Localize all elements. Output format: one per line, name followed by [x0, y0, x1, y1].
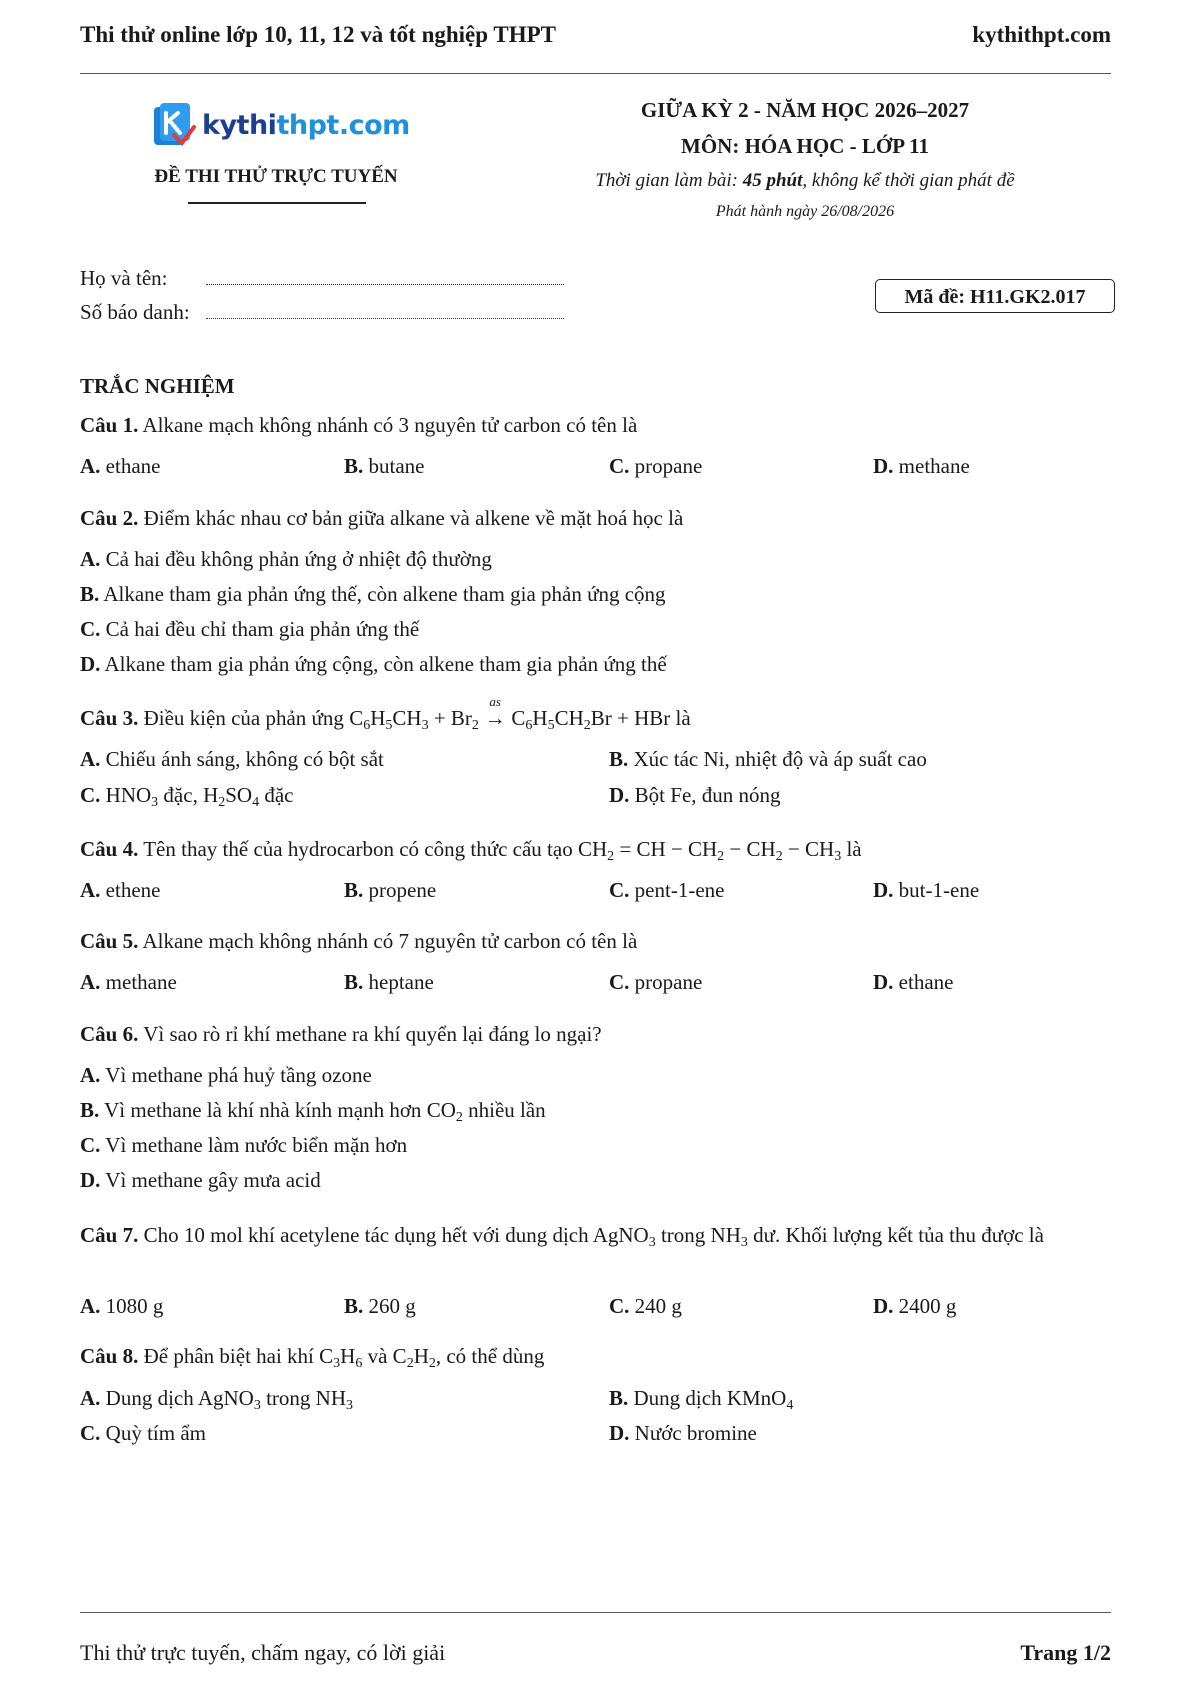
header-site-link[interactable]: kythithpt.com: [972, 22, 1111, 47]
q2-option-c[interactable]: C. Cả hai đều chỉ tham gia phản ứng thế: [80, 617, 420, 641]
q4-option-d[interactable]: D. but-1-ene: [873, 878, 980, 902]
q4-option-a[interactable]: A. ethene: [80, 878, 161, 902]
exam-code-box: Mã đề: H11.GK2.017: [875, 279, 1115, 313]
q1-option-c[interactable]: C. propane: [609, 454, 703, 478]
name-field: [80, 266, 564, 291]
q6-option-c[interactable]: C. Vì methane làm nước biển mặn hơn: [80, 1133, 408, 1157]
q3-option-a[interactable]: A. Chiếu ánh sáng, không có bột sắt: [80, 747, 384, 771]
q3-option-d[interactable]: D. Bột Fe, đun nóng: [609, 783, 781, 807]
q7-option-a[interactable]: A. 1080 g: [80, 1294, 164, 1318]
student-id-label: Số báo danh:: [80, 300, 190, 324]
q7-option-d[interactable]: D. 2400 g: [873, 1294, 957, 1318]
footer-tagline: Thi thử trực tuyến, chấm ngay, có lời giải: [80, 1640, 446, 1665]
student-id-field: [80, 300, 564, 325]
q8-option-c[interactable]: C. Quỳ tím ẩm: [80, 1421, 206, 1445]
name-label: Họ và tên:: [80, 266, 168, 290]
q3-option-c[interactable]: C. $HNO_3$ đặc, $H_2SO_4$ đặc: [80, 783, 294, 810]
student-id-input-line[interactable]: [206, 304, 564, 319]
q1-option-d[interactable]: D. methane: [873, 454, 970, 478]
q1-option-a[interactable]: A. ethane: [80, 454, 161, 478]
q1-option-b[interactable]: B. butane: [344, 454, 425, 478]
question-3: Câu 3. Điều kiện của phản ứng $C_6H_5CH_3 + Br_2$ as → $C_6H_5CH_2Br$ + HBr là: [80, 694, 691, 733]
q6-option-a[interactable]: A. Vì methane phá huỷ tầng ozone: [80, 1063, 372, 1087]
q5-option-c[interactable]: C. propane: [609, 970, 703, 994]
q3-option-b[interactable]: B. Xúc tác Ni, nhiệt độ và áp suất cao: [609, 747, 927, 771]
q2-option-a[interactable]: A. Cả hai đều không phản ứng ở nhiệt độ thường: [80, 547, 492, 571]
q5-option-d[interactable]: D. ethane: [873, 970, 954, 994]
q6-option-d[interactable]: D. Vì methane gây mưa acid: [80, 1168, 321, 1192]
section-title: TRẮC NGHIỆM: [80, 374, 235, 398]
page-number: Trang 1/2: [1020, 1640, 1111, 1665]
q8-option-a[interactable]: A. Dung dịch AgNO$_3$ trong $NH_3$: [80, 1386, 354, 1413]
structural-formula: $CH_2$ = CH − $CH_2 - CH_2 - CH_3$: [577, 837, 842, 864]
q4-option-c[interactable]: C. pent-1-ene: [609, 878, 725, 902]
subject-title: MÔN: HÓA HỌC - LỚP 11: [681, 134, 929, 158]
header-left-text: Thi thử online lớp 10, 11, 12 và tốt nghiệp THPT: [80, 22, 556, 47]
logo-wordmark: kythithpt.com: [202, 109, 410, 141]
question-4: Câu 4. Tên thay thế của hydrocarbon có công thức cấu tạo $CH_2$ = CH − $CH_2 - CH_2 - CH_3$ là: [80, 837, 862, 864]
q7-option-b[interactable]: B. 260 g: [344, 1294, 416, 1318]
question-2: Câu 2. Điểm khác nhau cơ bản giữa alkane và alkene về mặt hoá học là: [80, 506, 684, 530]
question-6: Câu 6. Vì sao rò rỉ khí methane ra khí quyển lại đáng lo ngại?: [80, 1022, 602, 1046]
reaction-equation: $C_6H_5CH_3 + Br_2$ as → $C_6H_5CH_2Br$ + HBr: [349, 694, 671, 733]
name-input-line[interactable]: [206, 270, 564, 285]
question-1: Câu 1. Alkane mạch không nhánh có 3 nguyên tử carbon có tên là: [80, 413, 638, 437]
page-header: [80, 22, 1111, 48]
logo-icon: [152, 101, 196, 149]
q5-option-a[interactable]: A. methane: [80, 970, 177, 994]
header-divider: [80, 73, 1111, 74]
page-footer: [80, 1640, 1111, 1666]
site-logo[interactable]: [152, 101, 410, 149]
q7-option-c[interactable]: C. 240 g: [609, 1294, 682, 1318]
q8-option-d[interactable]: D. Nước bromine: [609, 1421, 757, 1445]
question-7: Câu 7. Cho 10 mol khí acetylene tác dụng hết với dung dịch AgNO$_3$ trong $NH_3$ dư. Khối lượng kết tủa thu được là: [80, 1223, 1044, 1250]
q4-option-b[interactable]: B. propene: [344, 878, 437, 902]
question-5: Câu 5. Alkane mạch không nhánh có 7 nguyên tử carbon có tên là: [80, 929, 638, 953]
release-date: Phát hành ngày 26/08/2026: [715, 203, 895, 220]
footer-divider: [80, 1612, 1111, 1613]
time-info: Thời gian làm bài: 45 phút, không kể thời gian phát đề: [595, 170, 1015, 191]
exam-title: GIỮA KỲ 2 - NĂM HỌC 2026–2027: [640, 98, 970, 122]
q5-option-b[interactable]: B. heptane: [344, 970, 434, 994]
q8-option-b[interactable]: B. Dung dịch KMnO$_4$: [609, 1386, 794, 1413]
q6-option-b[interactable]: B. Vì methane là khí nhà kính mạnh hơn $CO_2$ nhiều lần: [80, 1098, 546, 1125]
question-8: Câu 8. Để phân biệt hai khí $C_3H_6$ và $C_2H_2$, có thể dùng: [80, 1344, 545, 1371]
exam-type-label: ĐỀ THI THỬ TRỰC TUYẾN: [154, 166, 398, 187]
q2-option-d[interactable]: D. Alkane tham gia phản ứng cộng, còn alkene tham gia phản ứng thế: [80, 652, 667, 676]
q2-option-b[interactable]: B. Alkane tham gia phản ứng thế, còn alkene tham gia phản ứng cộng: [80, 582, 666, 606]
exam-type-underline: [188, 202, 366, 204]
